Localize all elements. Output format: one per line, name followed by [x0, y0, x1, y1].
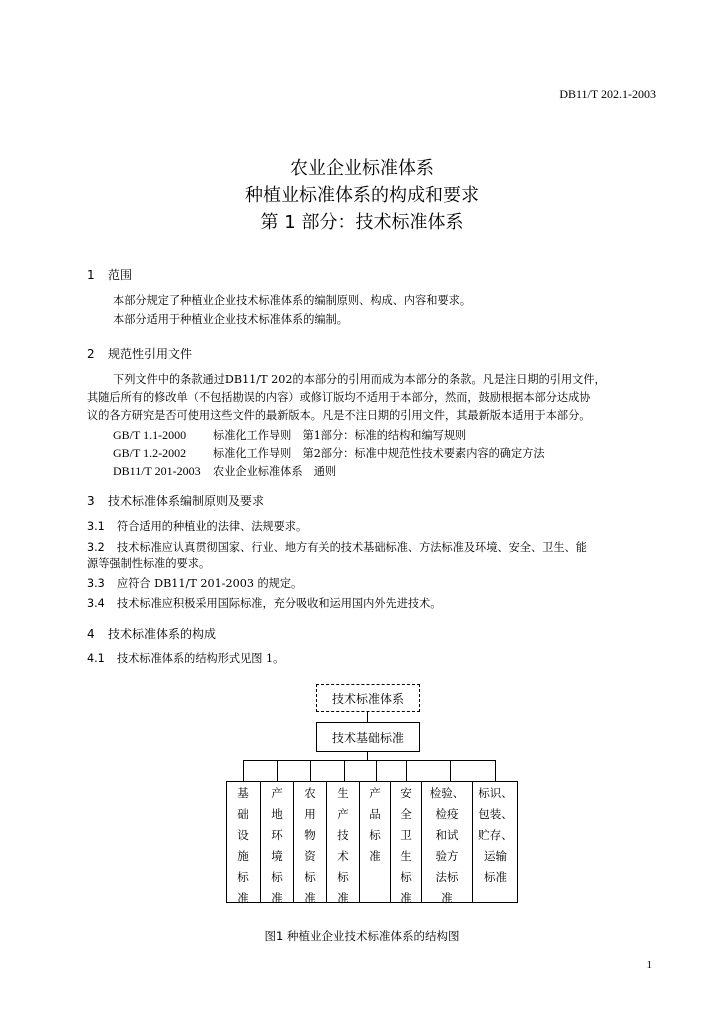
reference-title: 标准化工作导则 第2部分：标准中规范性技术要素内容的确定方法 [213, 447, 545, 460]
category-char: 法标 [435, 870, 459, 884]
branch-drop [495, 760, 496, 781]
category-char: 验方 [435, 849, 459, 863]
category-char: 卫 [400, 828, 412, 842]
category-char: 标准 [484, 870, 507, 884]
category-char: 产 [271, 786, 283, 800]
section-4-heading [87, 625, 216, 642]
clause [87, 596, 441, 612]
branch-drop [406, 760, 407, 781]
category-inspection-methods [422, 781, 473, 903]
category-char: 检疫 [435, 807, 459, 821]
figure-caption: 图1 种植业企业技术标准体系的结构图 [264, 929, 460, 943]
category-char: 检验、 [429, 786, 465, 800]
category-char: 产 [369, 786, 381, 800]
title-line-1: 农业企业标准体系 [290, 158, 434, 179]
category-char: 标 [304, 870, 316, 884]
category-char: 贮存、 [478, 828, 513, 842]
category-char: 准 [237, 891, 249, 905]
branch-drop [376, 760, 377, 781]
category-char: 资 [304, 849, 316, 863]
branch-drop [277, 760, 278, 781]
category-agricultural-materials [294, 781, 327, 903]
category-char: 标 [271, 870, 283, 884]
clause-text: 符合适用的种植业的法律、法规要求。 [117, 520, 308, 533]
category-labeling-packaging [473, 781, 518, 903]
category-char: 基 [237, 786, 249, 800]
clause [87, 519, 307, 535]
reference-code: GB/T 1.1-2000 [113, 428, 187, 442]
category-char: 生 [337, 786, 349, 800]
category-char: 标 [400, 870, 412, 884]
category-char: 品 [369, 807, 381, 821]
reference-item [113, 445, 545, 462]
category-char: 农 [304, 786, 316, 800]
reference-code: GB/T 1.2-2002 [113, 446, 187, 460]
page-number: 1 [646, 959, 652, 971]
category-char: 准 [400, 891, 412, 905]
title-line-2: 种植业标准体系的构成和要求 [245, 185, 479, 206]
branch-drop [310, 760, 311, 781]
category-production-technology [327, 781, 360, 903]
category-infrastructure [226, 781, 261, 903]
branch-line [243, 760, 496, 761]
reference-item [113, 463, 336, 480]
section-title: 技术标准体系编制原则及要求 [108, 494, 265, 508]
diagram-level2-label: 技术基础标准 [331, 730, 404, 745]
category-char: 地 [271, 807, 283, 821]
category-char: 物 [304, 828, 316, 842]
section-number: 3 [87, 494, 95, 508]
paragraph: 本部分适用于种植业企业技术标准体系的编制。 [113, 313, 348, 326]
section-3-heading [87, 492, 264, 509]
category-product [360, 781, 391, 903]
category-char: 运输 [484, 849, 507, 863]
section-1-heading [87, 266, 132, 283]
connector-line [367, 712, 368, 722]
clause-number: 3.3 [87, 577, 105, 590]
category-char: 包装、 [478, 807, 513, 821]
diagram-root-box [316, 684, 420, 712]
section-number: 1 [87, 268, 95, 282]
category-char: 设 [237, 828, 249, 842]
section-number: 2 [87, 347, 95, 361]
category-char: 标识、 [478, 786, 513, 800]
clause [87, 540, 587, 556]
standard-number: DB11/T 202.1-2003 [559, 87, 656, 101]
clause-number: 3.4 [87, 597, 105, 610]
clause [87, 576, 302, 592]
category-char: 准 [271, 891, 283, 905]
diagram-root-label: 技术标准体系 [331, 691, 404, 706]
category-char: 准 [441, 891, 453, 905]
category-safety-hygiene [391, 781, 422, 903]
category-char: 生 [400, 849, 412, 863]
clause-text: 技术标准应积极采用国际标准，充分吸收和运用国内外先进技术。 [117, 597, 442, 610]
branch-drop [243, 760, 244, 781]
category-char: 境 [271, 849, 283, 863]
category-char: 环 [271, 828, 283, 842]
clause-number: 3.2 [87, 541, 105, 554]
category-char: 准 [304, 891, 316, 905]
category-char: 用 [304, 807, 316, 821]
section-number: 4 [87, 627, 95, 641]
clause-continuation: 源等强制性标准的要求。 [87, 557, 211, 570]
clause-text: 应符合 DB11/T 201-2003 的规定。 [117, 577, 303, 590]
section-title: 范围 [108, 268, 133, 282]
branch-drop [450, 760, 451, 781]
section-title: 技术标准体系的构成 [108, 627, 217, 641]
branch-drop [344, 760, 345, 781]
category-char: 产 [337, 807, 349, 821]
clause-text: 技术标准应认真贯彻国家、行业、地方有关的技术基础标准、方法标准及环境、安全、卫生、能 [117, 541, 587, 554]
section-title: 规范性引用文件 [108, 347, 193, 361]
reference-code: DB11/T 201-2003 [113, 464, 201, 478]
connector-line [367, 752, 368, 760]
category-char: 全 [400, 807, 412, 821]
category-char: 和试 [435, 828, 459, 842]
category-char: 施 [237, 849, 249, 863]
reference-title: 标准化工作导则 第1部分：标准的结构和编写规则 [213, 429, 467, 442]
category-char: 安 [400, 786, 412, 800]
clause [87, 651, 284, 667]
reference-title: 农业企业标准体系 通则 [213, 465, 337, 478]
title-line-3: 第 1 部分：技术标准体系 [260, 212, 464, 233]
paragraph: 本部分规定了种植业企业技术标准体系的编制原则、构成、内容和要求。 [113, 294, 472, 307]
category-char: 准 [369, 849, 381, 863]
category-char: 标 [369, 828, 381, 842]
category-char: 础 [237, 807, 249, 821]
category-production-environment [261, 781, 294, 903]
category-char: 标 [337, 870, 349, 884]
diagram-level2-box [316, 722, 420, 752]
category-char: 技 [337, 828, 349, 842]
clause-number: 3.1 [87, 520, 105, 533]
category-char: 标 [237, 870, 249, 884]
reference-item [113, 427, 466, 444]
paragraph: 议的各方研究是否可使用这些文件的最新版本。凡是不注日期的引用文件，其最新版本适用于本部分。 [87, 409, 591, 422]
paragraph: 其随后所有的修改单（不包括勘误的内容）或修订版均不适用于本部分，然而，鼓励根据本部分达成协 [87, 391, 591, 404]
clause-text: 技术标准体系的结构形式见图 1。 [117, 652, 285, 665]
category-char: 术 [337, 849, 349, 863]
paragraph: 下列文件中的条款通过DB11/T 202的本部分的引用而成为本部分的条款。凡是注日期的引用文件， [113, 373, 606, 386]
section-2-heading [87, 345, 192, 362]
category-char: 准 [337, 891, 349, 905]
clause-number: 4.1 [87, 652, 105, 665]
